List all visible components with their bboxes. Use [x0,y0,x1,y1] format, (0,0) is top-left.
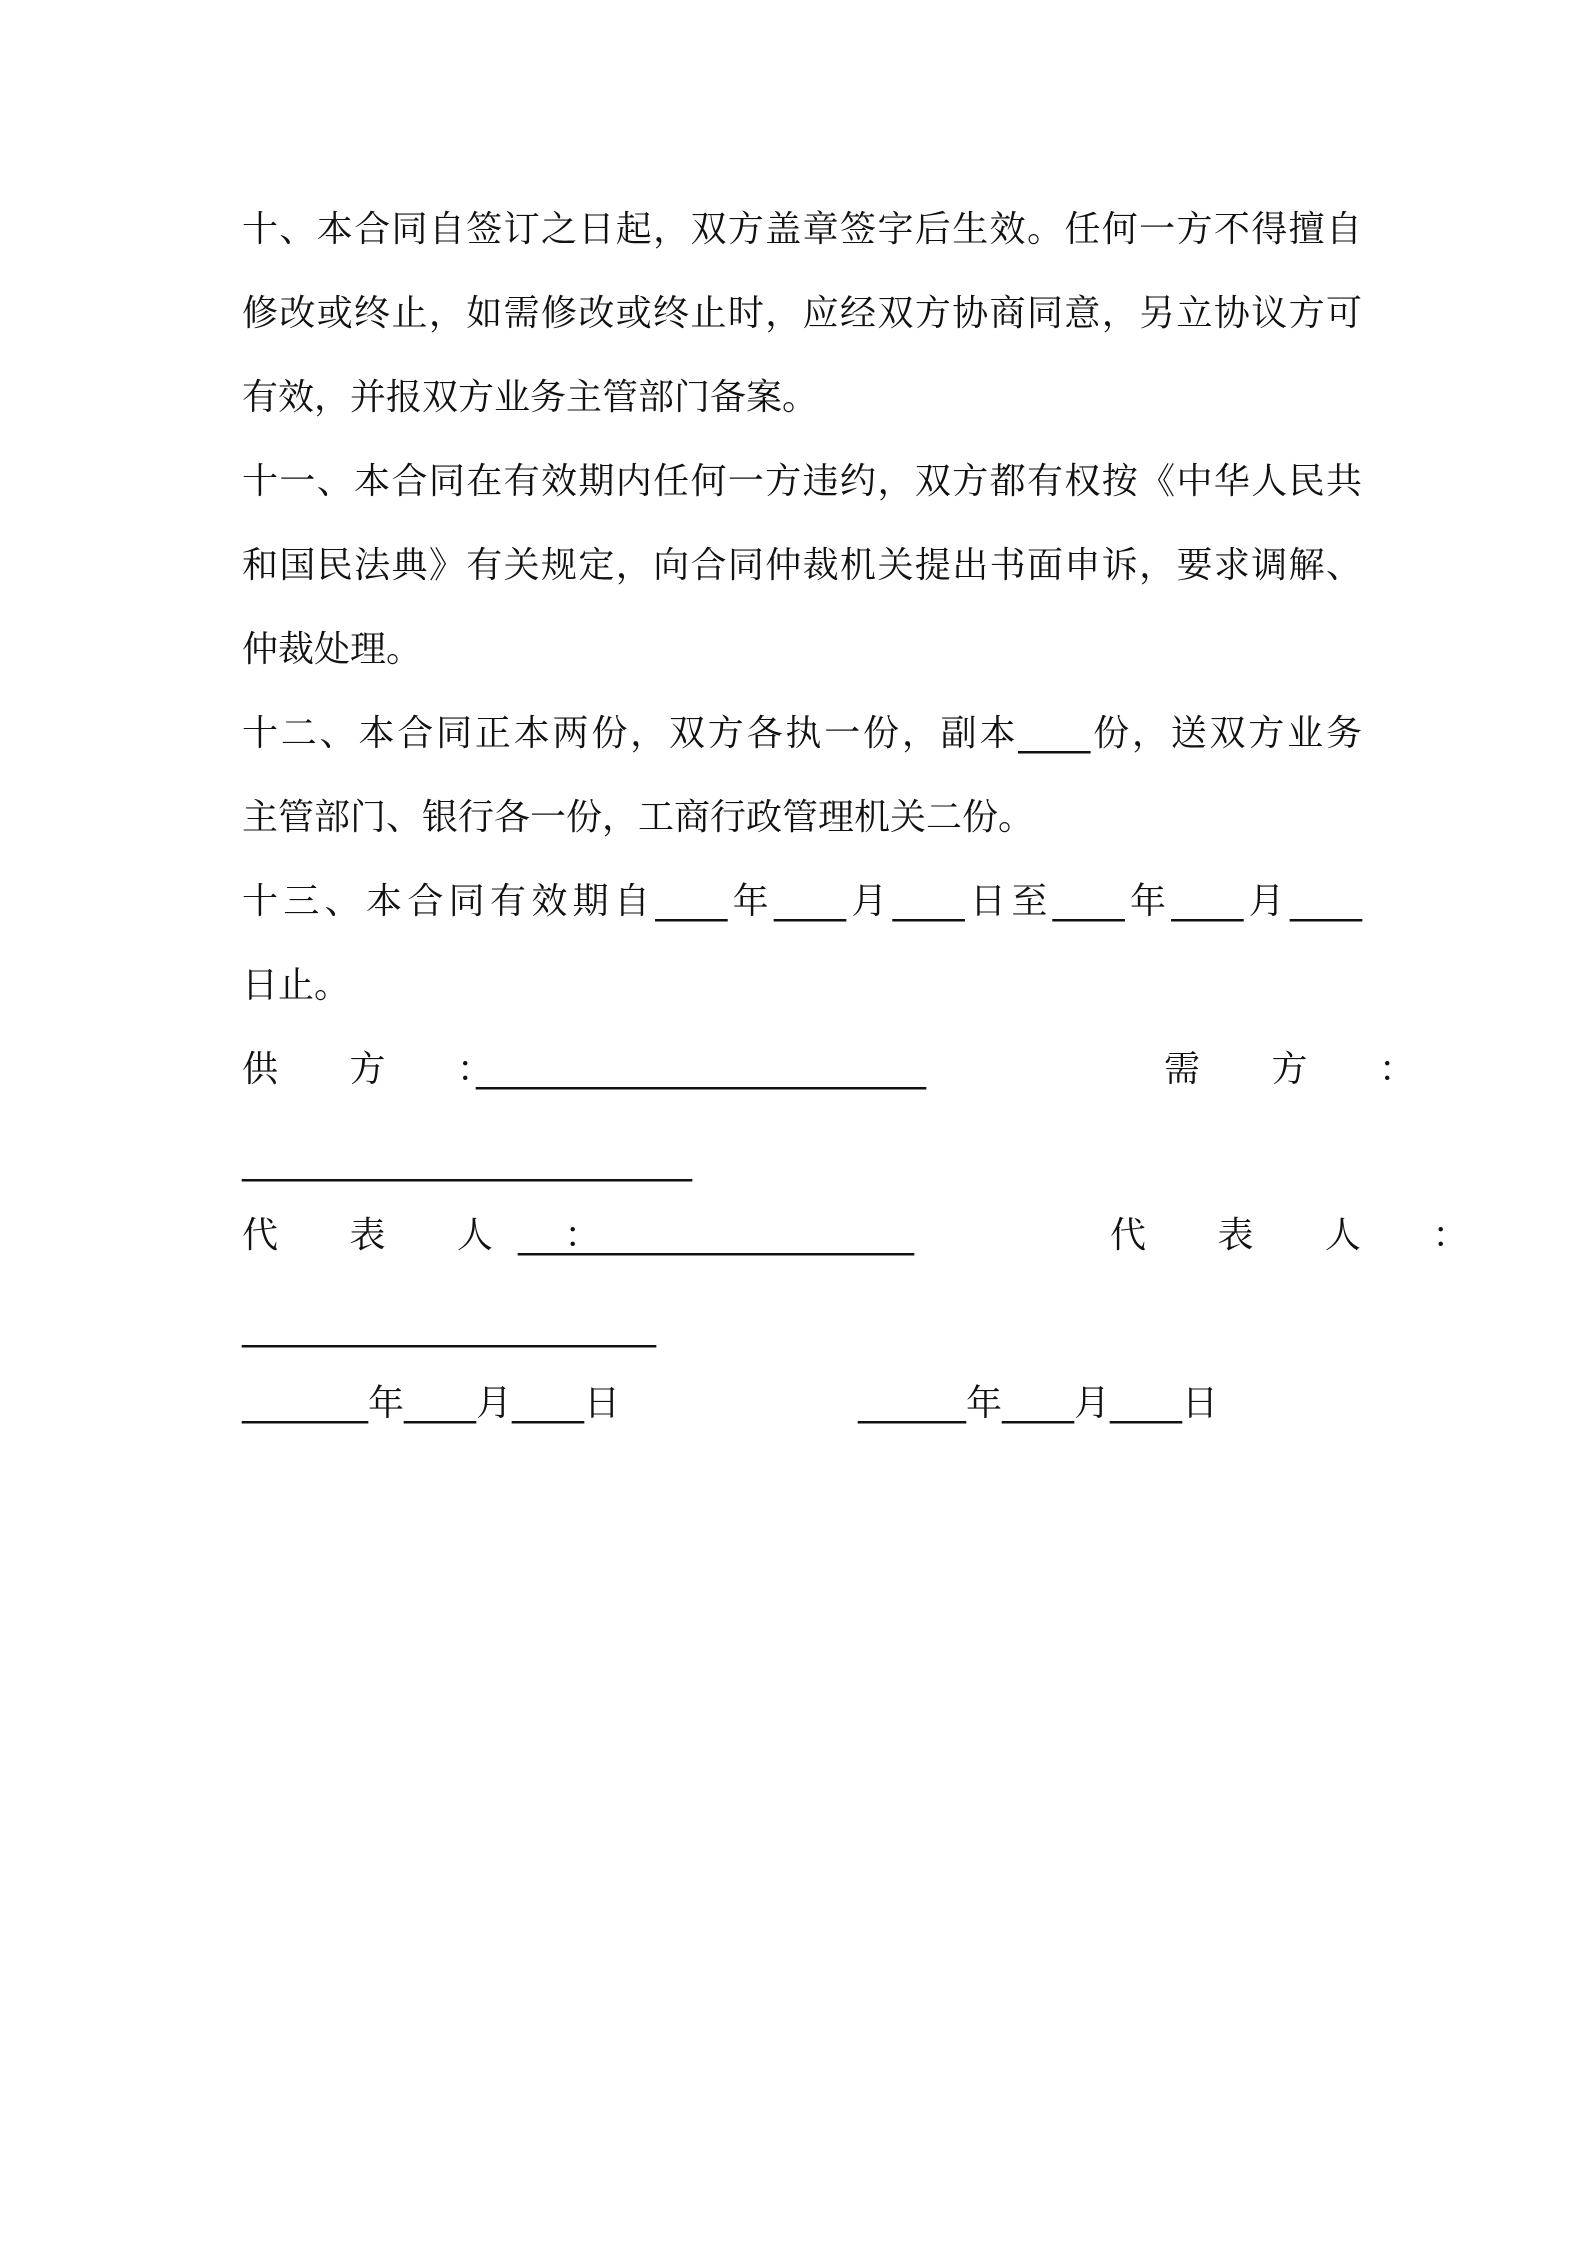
supplier-blank: _________________________ [476,1049,926,1090]
buyer-representative-blank: _______________________ [242,1307,656,1348]
buyer-label: 需 方 ： [1164,1049,1445,1090]
buyer-blank: _________________________ [242,1141,692,1182]
supplier-label: 供 方 ： [242,1049,523,1090]
buyer-date: ______年____月____日 [858,1383,1218,1424]
supplier-representative-label: 代 表 人 ： [242,1215,631,1256]
clause-10-line-2: 修改或终止，如需修改或终止时，应经双方协商同意，另立协议方可 [242,293,1362,334]
clause-10-line-3: 有效，并报双方业务主管部门备案。 [242,377,819,418]
buyer-representative-label: 代 表 人 ： [1110,1215,1499,1256]
supplier-representative-blank: ______________________ [518,1215,914,1256]
clause-12-line-1: 十二、本合同正本两份，双方各执一份，副本____份，送双方业务 [242,713,1362,754]
clause-13-line-1: 十三、本合同有效期自____年____月____日至____年____月____ [242,881,1362,922]
clause-13-line-2: 日止。 [242,965,351,1006]
supplier-date: _______年____月____日 [242,1383,620,1424]
clause-11-line-1: 十一、本合同在有效期内任何一方违约，双方都有权按《中华人民共 [242,461,1362,502]
clause-11-line-2: 和国民法典》有关规定，向合同仲裁机关提出书面申诉，要求调解、 [242,545,1362,586]
clause-12-line-2: 主管部门、银行各一份，工商行政管理机关二份。 [242,797,1035,838]
clause-10-line-1: 十、本合同自签订之日起，双方盖章签字后生效。任何一方不得擅自 [242,209,1362,250]
clause-11-line-3: 仲裁处理。 [242,629,423,670]
